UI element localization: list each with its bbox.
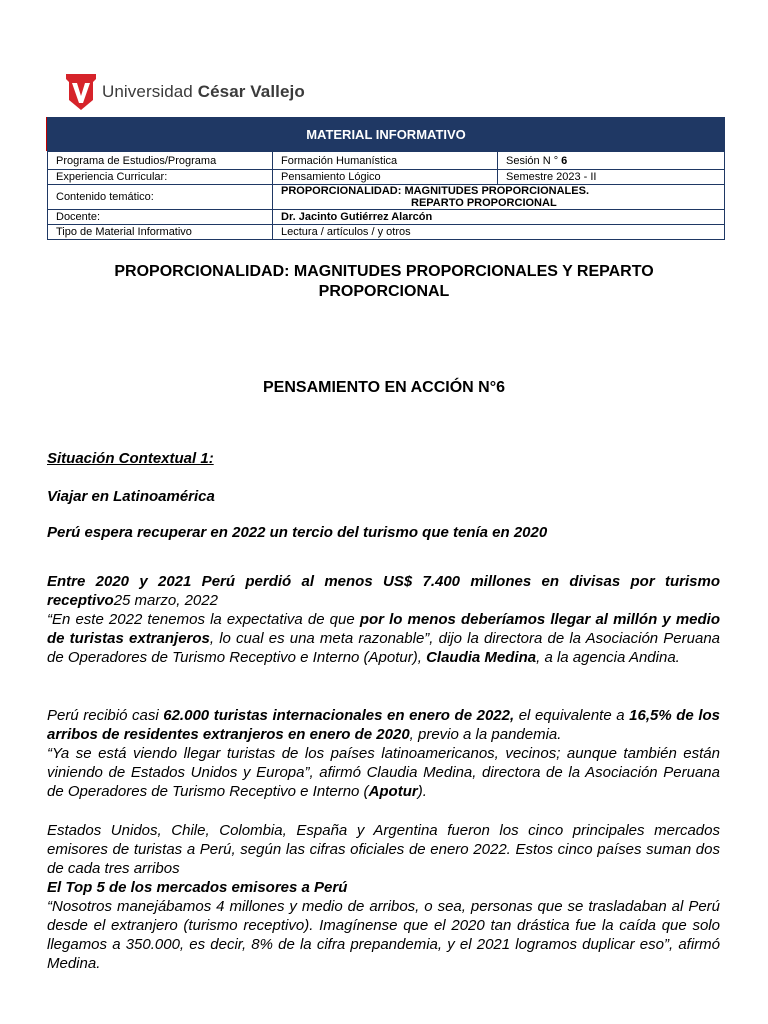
article-paragraph-1	[47, 572, 720, 667]
p2-c: , lo cual es una meta razonable”, dijo la directora de la Asociación Peruana de Operadores de Turismo Receptivo e Interno (Apotur),	[47, 630, 721, 666]
top5-heading: El Top 5 de los mercados emisores a Perú	[47, 879, 348, 896]
p5: Estados Unidos, Chile, Colombia, España y Argentina fueron los cinco principales mercados emisores de turistas a Perú, según las cifras oficiales de enero 2022. Estos cinco países suman dos de cada tres arribos	[47, 822, 720, 877]
content-value-line2: REPARTO PROPORCIONAL	[411, 197, 557, 209]
p3-d: 16,5% de los arribos de residentes extranjeros en enero de 2020	[47, 707, 720, 743]
content-value	[273, 185, 725, 210]
teacher-label: Docente:	[48, 210, 273, 225]
document-subtitle: PENSAMIENTO EN ACCIÓN N°6	[263, 379, 505, 396]
program-label: Programa de Estudios/Programa	[48, 152, 273, 170]
table-heading: MATERIAL INFORMATIVO	[48, 118, 725, 152]
p2-a: “En este 2022 tenemos la expectativa de que	[47, 611, 360, 628]
p2-d: Claudia Medina	[426, 649, 537, 666]
p3-b: 62.000 turistas internacionales en enero de 2022,	[163, 707, 515, 724]
course-label: Experiencia Curricular:	[48, 170, 273, 185]
shield-logo-icon	[66, 74, 96, 110]
logo-text-bold: César Vallejo	[197, 82, 305, 101]
p4-b: Apotur	[368, 783, 418, 800]
article-paragraph-2	[47, 706, 720, 801]
article-headline: Perú espera recuperar en 2022 un tercio del turismo que tenía en 2020	[47, 524, 548, 541]
p2-b: por lo menos deberíamos llegar al millón y medio de turistas extranjeros	[47, 611, 721, 647]
content-value-line1: PROPORCIONALIDAD: MAGNITUDES PROPORCIONALES.	[281, 185, 590, 197]
teacher-value: Dr. Jacinto Gutiérrez Alarcón	[273, 210, 725, 225]
p3-c: el equivalente a	[514, 707, 630, 724]
material-type-value: Lectura / artículos / y otros	[273, 225, 725, 240]
content-label: Contenido temático:	[48, 185, 273, 210]
material-info-table	[47, 117, 725, 240]
section-heading: Viajar en Latinoamérica	[47, 488, 215, 505]
p1-bold: Entre 2020 y 2021 Perú perdió al menos US$ 7.400 millones en divisas por turismo receptivo	[47, 573, 720, 609]
material-type-label: Tipo de Material Informativo	[48, 225, 273, 240]
university-logo	[66, 74, 305, 110]
p7: “Nosotros manejábamos 4 millones y medio de arribos, o sea, personas que se trasladaban al Perú desde el extranjero (turismo receptivo). Imagínense que el 2020 tan drástica fue la caída que solo llegamos a 350.000, es decir, 8% de la cifra prepandemia, y el 2021 logramos duplicar eso”, afirmó Medina.	[47, 898, 720, 972]
session-label: Sesión N °	[506, 154, 562, 167]
document-title: PROPORCIONALIDAD: MAGNITUDES PROPORCIONALES Y REPARTO PROPORCIONAL	[114, 263, 654, 300]
university-name	[102, 82, 305, 102]
article-paragraph-3	[47, 821, 720, 973]
p4-c: ).	[417, 783, 427, 800]
p1-date: 25 marzo, 2022	[113, 592, 218, 609]
session-cell	[498, 152, 725, 170]
p2-e: , a la agencia Andina.	[536, 649, 680, 666]
session-number: 6	[561, 154, 568, 167]
semester-value: Semestre 2023 - II	[498, 170, 725, 185]
course-value: Pensamiento Lógico	[273, 170, 498, 185]
p3-e: , previo a la pandemia.	[409, 726, 562, 743]
logo-text-regular: Universidad	[102, 82, 193, 101]
p4-a: “Ya se está viendo llegar turistas de los países latinoamericanos, vecinos; aunque también están viniendo de Estados Unidos y Europa”, afirmó Claudia Medina, directora de la Asociación Peruana de Operadores de Turismo Receptivo e Interno (	[47, 745, 720, 800]
p3-a: Perú recibió casi	[47, 707, 164, 724]
program-value: Formación Humanística	[273, 152, 498, 170]
situation-heading: Situación Contextual 1:	[47, 450, 214, 467]
